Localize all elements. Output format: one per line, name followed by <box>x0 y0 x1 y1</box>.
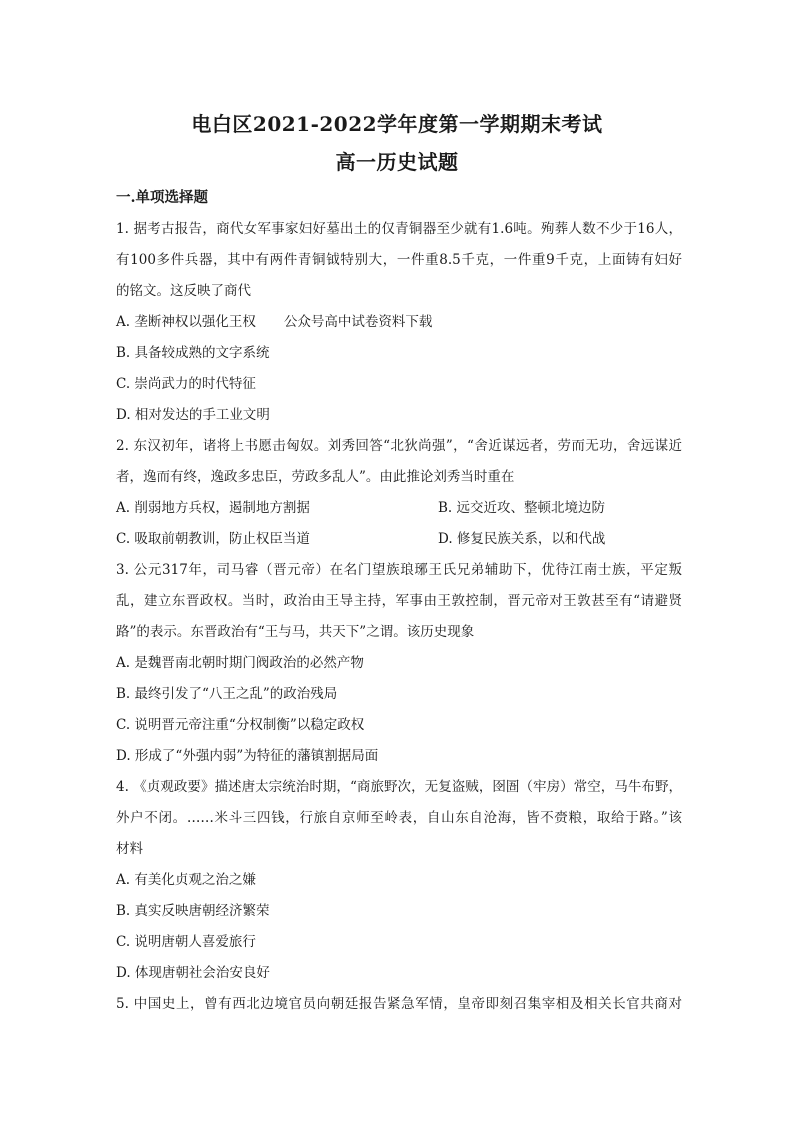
q2-stem-line-2: 者，逸而有终，逸政多忠臣，劳政多乱人”。由此推论刘秀当时重在 <box>116 469 515 485</box>
q4-option-a: A. 有美化贞观之治之嫌 <box>116 872 256 888</box>
q3-option-a: A. 是魏晋南北朝时期门阀政治的必然产物 <box>116 655 364 671</box>
exam-subtitle: 高一历史试题 <box>335 150 459 174</box>
q2-option-a: A. 削弱地方兵权，遏制地方割据 <box>116 500 310 516</box>
q3-stem-line-3: 路”的表示。东晋政治有“王与马，共天下”之谓。该历史现象 <box>116 624 475 640</box>
q1-option-b: B. 具备较成熟的文字系统 <box>116 345 270 361</box>
q4-option-d: D. 体现唐朝社会治安良好 <box>116 965 270 981</box>
q1-stem-line-1: 1. 据考古报告，商代女军事家妇好墓出土的仅青铜器至少就有1.6吨。殉葬人数不少于16人， <box>116 221 682 237</box>
watermark-text: 公众号高中试卷资料下载 <box>283 314 433 330</box>
q1-option-a: A. 垄断神权以强化王权 <box>116 314 256 330</box>
q1-option-c: C. 崇尚武力的时代特征 <box>116 376 256 392</box>
q4-stem-line-1: 4. 《贞观政要》描述唐太宗统治时期，“商旅野次，无复盗贼，囹圄（牢房）常空，马牛布野， <box>116 779 682 795</box>
q1-stem-line-3: 的铭文。这反映了商代 <box>116 283 251 299</box>
q3-option-b: B. 最终引发了“八王之乱”的政治残局 <box>116 686 338 702</box>
q2-option-b: B. 远交近攻、整顿北境边防 <box>438 500 606 516</box>
section-heading: 一.单项选择题 <box>116 189 209 206</box>
q4-stem-line-2: 外户不闭。……米斗三四钱，行旅自京师至岭表，自山东自沧海，皆不赍粮，取给于路。”该 <box>116 810 682 826</box>
q1-option-a-row <box>116 312 432 332</box>
exam-title: 电白区2021-2022学年度第一学期期末考试 <box>191 112 603 136</box>
q4-option-b: B. 真实反映唐朝经济繁荣 <box>116 903 270 919</box>
q2-option-c: C. 吸取前朝教训，防止权臣当道 <box>116 531 310 547</box>
q3-stem-line-2: 乱，建立东晋政权。当时，政治由王导主持，军事由王敦控制，晋元帝对王敦甚至有“请避贤 <box>116 593 682 609</box>
q1-stem-line-2: 有100多件兵器，其中有两件青铜钺特别大，一件重8.5千克，一件重9千克，上面铸有妇好 <box>116 252 682 268</box>
q5-stem-line-1: 5. 中国史上，曾有西北边境官员向朝廷报告紧急军情，皇帝即刻召集宰相及相关长官共商对 <box>116 996 682 1012</box>
q4-option-c: C. 说明唐朝人喜爱旅行 <box>116 934 256 950</box>
q4-stem-line-3: 材料 <box>116 841 143 857</box>
q3-option-d: D. 形成了“外强内弱”为特征的藩镇割据局面 <box>116 748 379 764</box>
q2-stem-line-1: 2. 东汉初年，诸将上书愿击匈奴。刘秀回答“北狄尚强”，“舍近谋远者，劳而无功，舍远谋近 <box>116 438 682 454</box>
q2-option-d: D. 修复民族关系，以和代战 <box>438 531 606 547</box>
q1-option-d: D. 相对发达的手工业文明 <box>116 407 270 423</box>
q3-stem-line-1: 3. 公元317年，司马睿（晋元帝）在名门望族琅琊王氏兄弟辅助下，优待江南士族，平定叛 <box>116 562 682 578</box>
q3-option-c: C. 说明晋元帝注重“分权制衡”以稳定政权 <box>116 717 365 733</box>
